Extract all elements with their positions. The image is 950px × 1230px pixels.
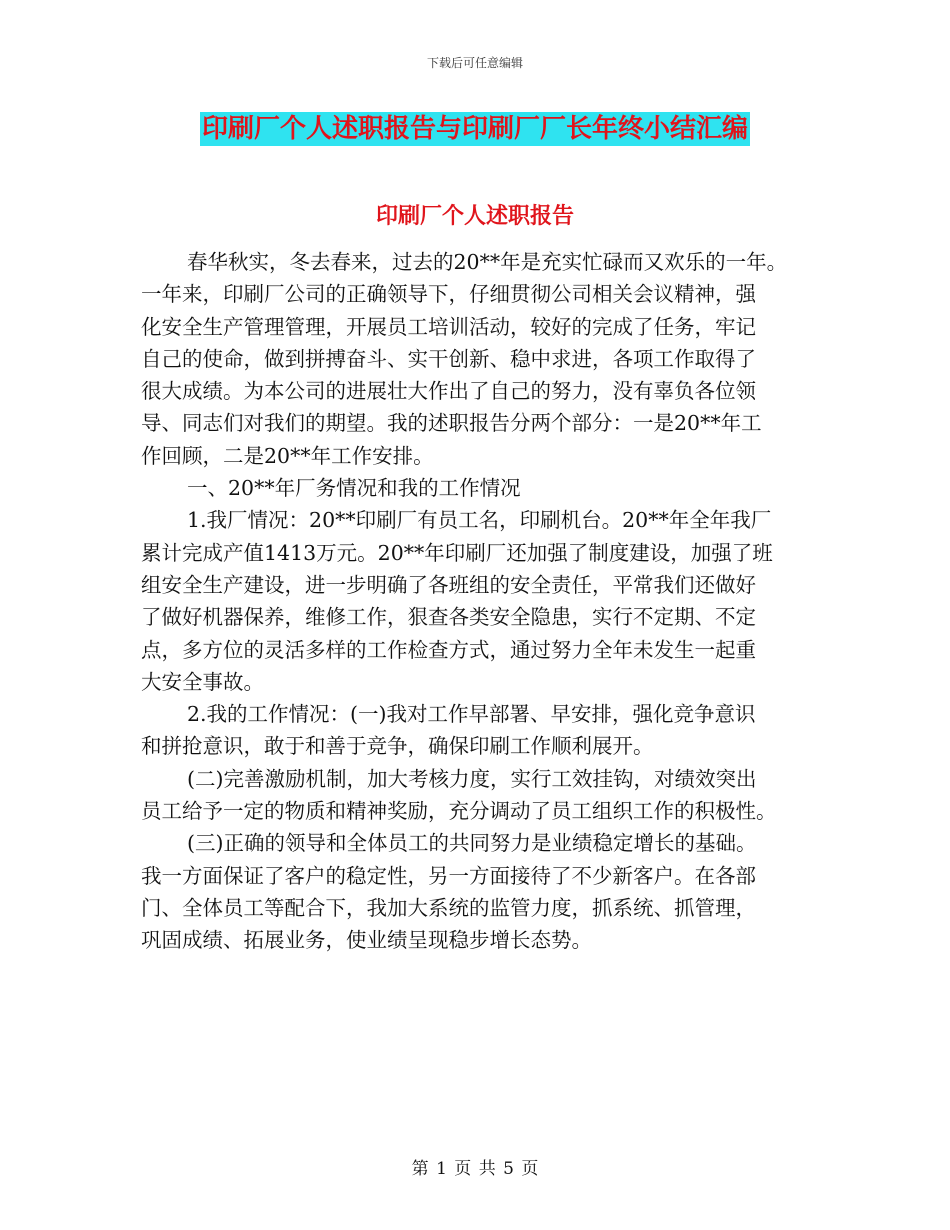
- paragraph-line: (三)正确的领导和全体员工的共同努力是业绩稳定增长的基础。: [187, 831, 757, 856]
- paragraph-line: 导、同志们对我们的期望。我的述职报告分两个部分：一是20**年工: [141, 411, 762, 436]
- paragraph-line: 作回顾，二是20**年工作安排。: [141, 443, 434, 468]
- paragraph-line: 春华秋实，冬去春来，过去的20**年是充实忙碌而又欢乐的一年。: [187, 250, 788, 274]
- paragraph-line: 组安全生产建设，进一步明确了各班组的安全责任，平常我们还做好: [141, 572, 756, 597]
- paragraph-line: 自己的使命，做到拼搏奋斗、实干创新、稳中求进，各项工作取得了: [141, 346, 756, 371]
- paragraph-line: 点，多方位的灵活多样的工作检查方式，通过努力全年未发生一起重: [141, 637, 756, 662]
- paragraph-line: 我一方面保证了客户的稳定性，另一方面接待了不少新客户。在各部: [141, 863, 756, 888]
- section-heading-line: 一、20**年厂务情况和我的工作情况: [187, 476, 521, 501]
- main-title-container: [0, 112, 950, 146]
- paragraph-line: 大安全事故。: [141, 669, 264, 694]
- paragraph-line: (二)完善激励机制，加大考核力度，实行工效挂钩，对绩效突出: [187, 766, 757, 791]
- paragraph-line: 一年来，印刷厂公司的正确领导下，仔细贯彻公司相关会议精神，强: [141, 282, 756, 307]
- paragraph-line: 员工给予一定的物质和精神奖励，充分调动了员工组织工作的积极性。: [141, 799, 777, 824]
- paragraph-line: 和拼抢意识，敢于和善于竞争，确保印刷工作顺利展开。: [141, 734, 654, 759]
- paragraph-line: 了做好机器保养，维修工作，狠查各类安全隐患，实行不定期、不定: [141, 605, 756, 630]
- page-number-footer: 第 1 页 共 5 页: [411, 1159, 539, 1179]
- section-title: 印刷厂个人述职报告: [375, 204, 574, 229]
- document-body: [141, 246, 811, 957]
- paragraph-line: 很大成绩。为本公司的进展壮大作出了自己的努力，没有辜负各位领: [141, 379, 756, 404]
- header-note: 下载后可任意编辑: [426, 56, 523, 70]
- main-title: 印刷厂个人述职报告与印刷厂厂长年终小结汇编: [201, 114, 748, 144]
- paragraph-line: 巩固成绩、拓展业务，使业绩呈现稳步增长态势。: [141, 928, 592, 953]
- paragraph-line: 化安全生产管理管理，开展员工培训活动，较好的完成了任务，牢记: [141, 314, 756, 339]
- paragraph-line: 门、全体员工等配合下，我加大系统的监管力度，抓系统、抓管理，: [141, 895, 756, 920]
- paragraph-line: 2.我的工作情况：(一)我对工作早部署、早安排，强化竞争意识: [187, 702, 756, 727]
- paragraph-line: 1.我厂情况：20**印刷厂有员工名，印刷机台。20**年全年我厂: [187, 508, 772, 533]
- paragraph-line: 累计完成产值1413万元。20**年印刷厂还加强了制度建设，加强了班: [141, 540, 773, 565]
